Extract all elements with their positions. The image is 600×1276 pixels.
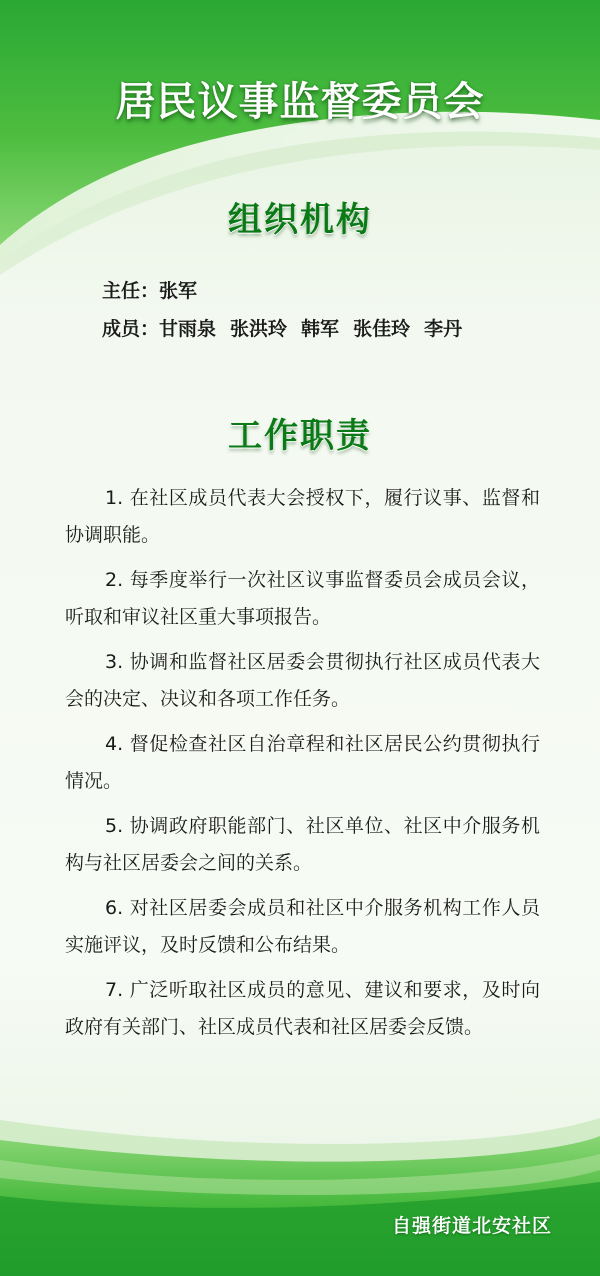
duty-item: 4. 督促检查社区自治章程和社区居民公约贯彻执行情况。 — [65, 733, 540, 792]
org-section-heading: 组织机构 — [228, 200, 372, 240]
member-name: 甘雨泉 — [159, 318, 217, 340]
community-name: 自强街道北安社区 — [391, 1215, 552, 1237]
director-line — [102, 276, 197, 303]
director-label: 主任： — [102, 280, 160, 302]
duty-item: 2. 每季度举行一次社区议事监督委员会成员会议，听取和审议社区重大事项报告。 — [65, 569, 540, 628]
members-line — [102, 314, 462, 341]
duty-item: 7. 广泛听取社区成员的意见、建议和要求，及时向政府有关部门、社区成员代表和社区居委会反馈。 — [65, 979, 540, 1038]
member-name: 张佳玲 — [353, 318, 411, 340]
member-name: 张洪玲 — [230, 318, 288, 340]
duty-item: 6. 对社区居委会成员和社区中介服务机构工作人员实施评议，及时反馈和公布结果。 — [65, 897, 540, 956]
members-label: 成员： — [102, 318, 160, 340]
member-name: 韩军 — [301, 318, 340, 340]
duty-list — [65, 480, 540, 1054]
duty-section-heading: 工作职责 — [228, 416, 372, 456]
member-name: 李丹 — [424, 318, 463, 340]
duty-item: 1. 在社区成员代表大会授权下，履行议事、监督和协调职能。 — [65, 487, 540, 546]
poster-title: 居民议事监督委员会 — [115, 79, 485, 125]
director-name: 张军 — [159, 280, 198, 302]
duty-item: 5. 协调政府职能部门、社区单位、社区中介服务机构与社区居委会之间的关系。 — [65, 815, 540, 874]
duty-item: 3. 协调和监督社区居委会贯彻执行社区成员代表大会的决定、决议和各项工作任务。 — [65, 651, 540, 710]
